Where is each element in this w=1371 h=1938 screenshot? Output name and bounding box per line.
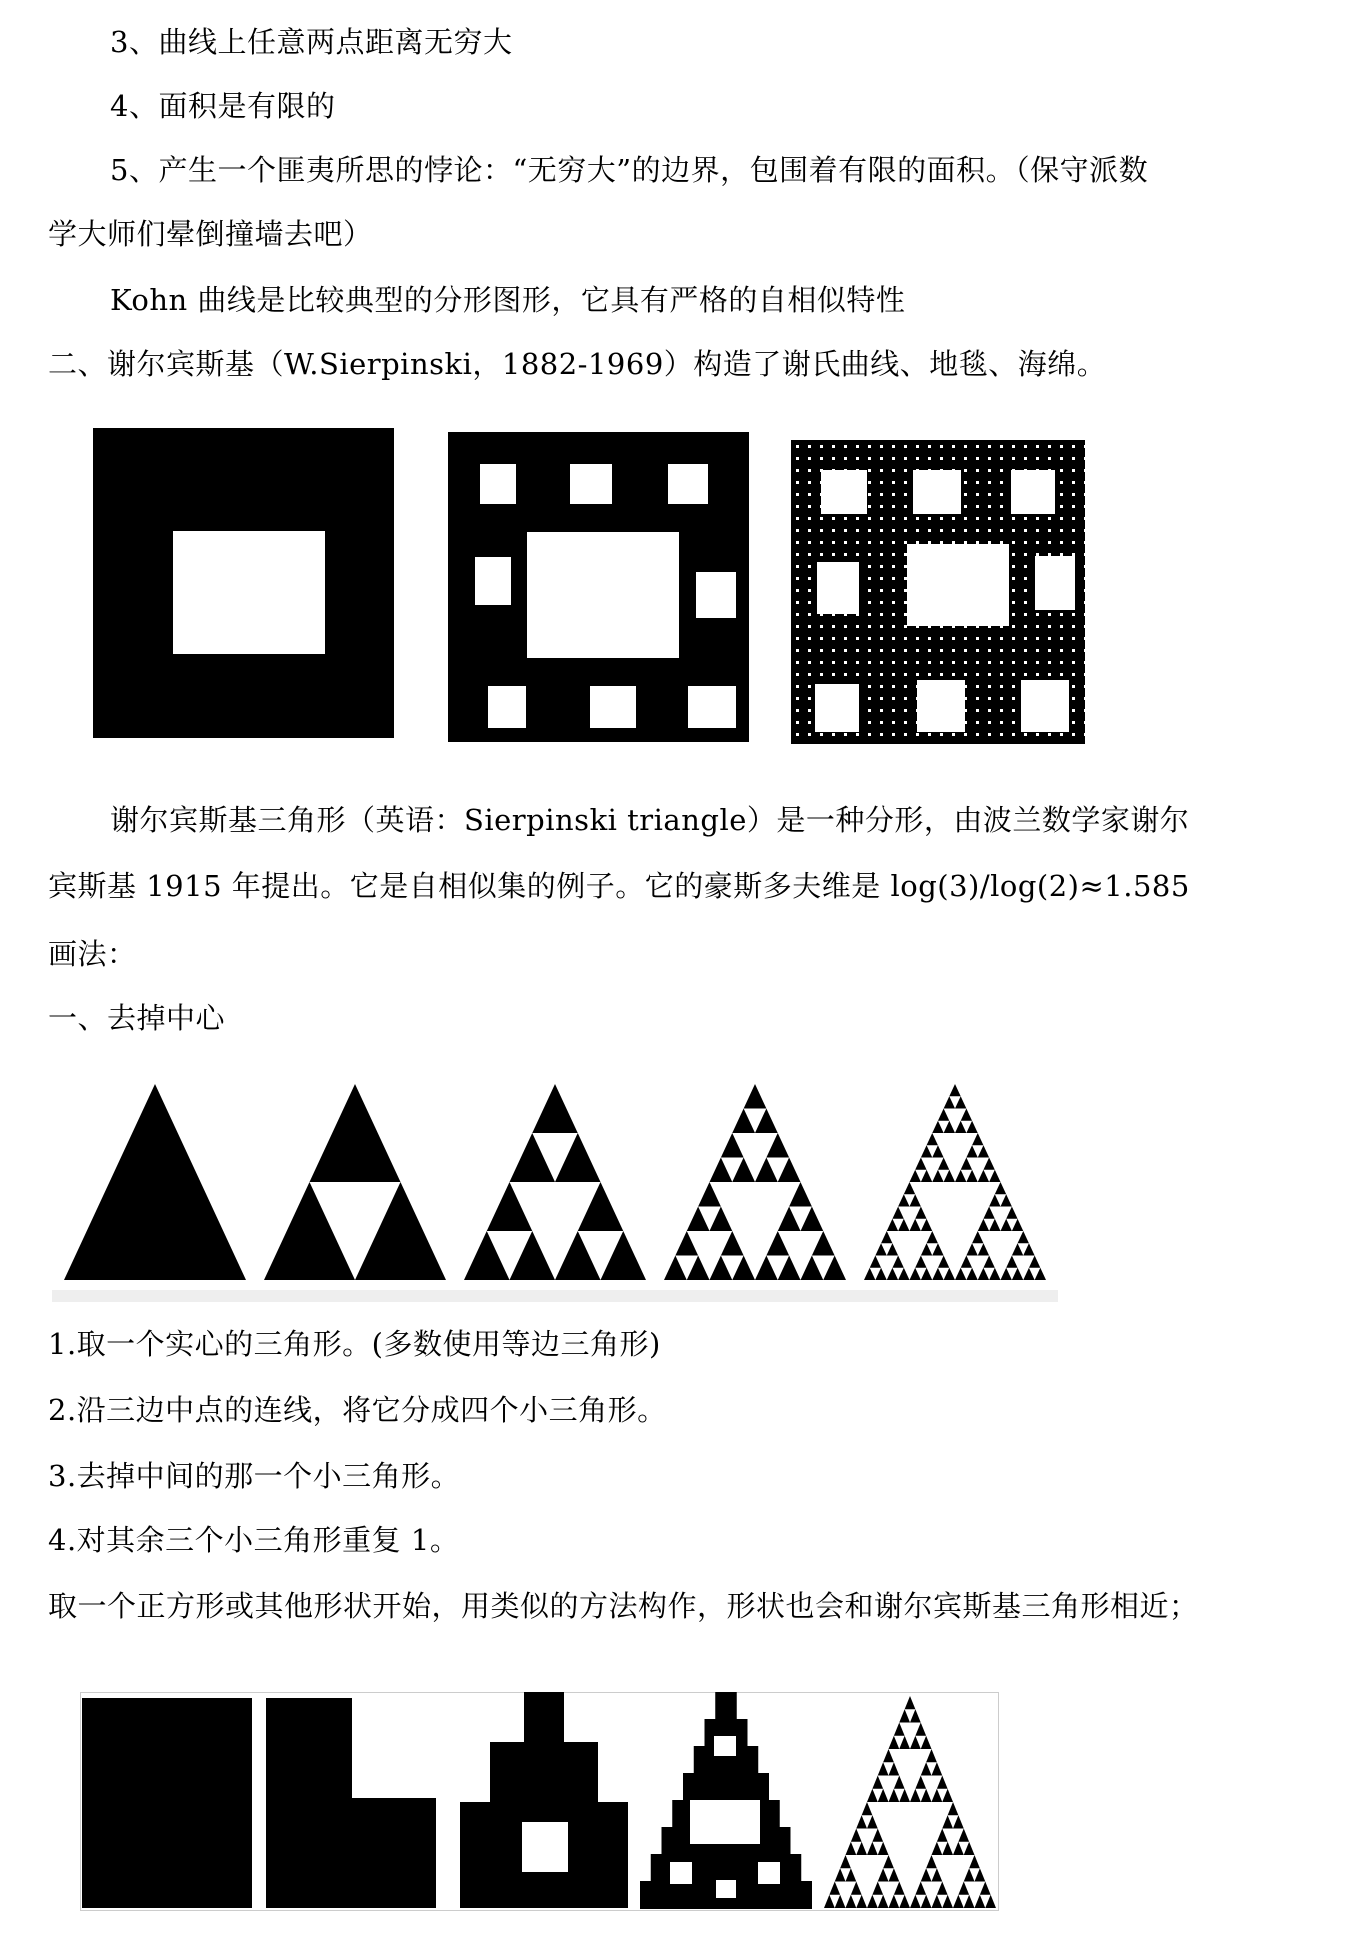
step-2: 2.沿三边中点的连线，将它分成四个小三角形。 (48, 1393, 667, 1427)
sierpinski-carpet-level-2 (448, 432, 749, 742)
sierpinski-triangle-paragraph-continued: 宾斯基 1915 年提出。它是自相似集的例子。它的豪斯多夫维是 log(3)/log(2)≈1.585 (48, 869, 1190, 903)
list-item-3: 3、曲线上任意两点距离无穷大 (110, 25, 513, 59)
sierpinski-carpet-level-1 (93, 428, 394, 738)
section-heading-sierpinski: 二、谢尔宾斯基（W.Sierpinski，1882-1969）构造了谢氏曲线、地毯、海绵。 (48, 347, 1107, 381)
list-item-5-continued: 学大师们晕倒撞墙去吧） (48, 217, 373, 251)
method-one-heading: 一、去掉中心 (48, 1001, 226, 1035)
sierpinski-carpet-level-3 (791, 440, 1085, 744)
step-4: 4.对其余三个小三角形重复 1。 (48, 1523, 460, 1557)
sierpinski-triangle-stages (52, 1060, 1058, 1304)
step-3: 3.去掉中间的那一个小三角形。 (48, 1459, 461, 1493)
list-item-4: 4、面积是有限的 (110, 89, 336, 123)
kohn-curve-paragraph: Kohn 曲线是比较典型的分形图形，它具有严格的自相似特性 (110, 283, 906, 317)
list-item-5: 5、产生一个匪夷所思的悖论：“无穷大”的边界，包围着有限的面积。（保守派数 (110, 153, 1149, 187)
step-1: 1.取一个实心的三角形。(多数使用等边三角形) (48, 1327, 661, 1361)
square-start-stages (80, 1692, 1000, 1912)
square-variant-paragraph: 取一个正方形或其他形状开始，用类似的方法构作，形状也会和谢尔宾斯基三角形相近； (48, 1589, 1199, 1623)
drawing-method-heading: 画法： (48, 937, 137, 971)
sierpinski-triangle-paragraph: 谢尔宾斯基三角形（英语：Sierpinski triangle）是一种分形，由波兰数学家谢尔 (110, 803, 1190, 837)
